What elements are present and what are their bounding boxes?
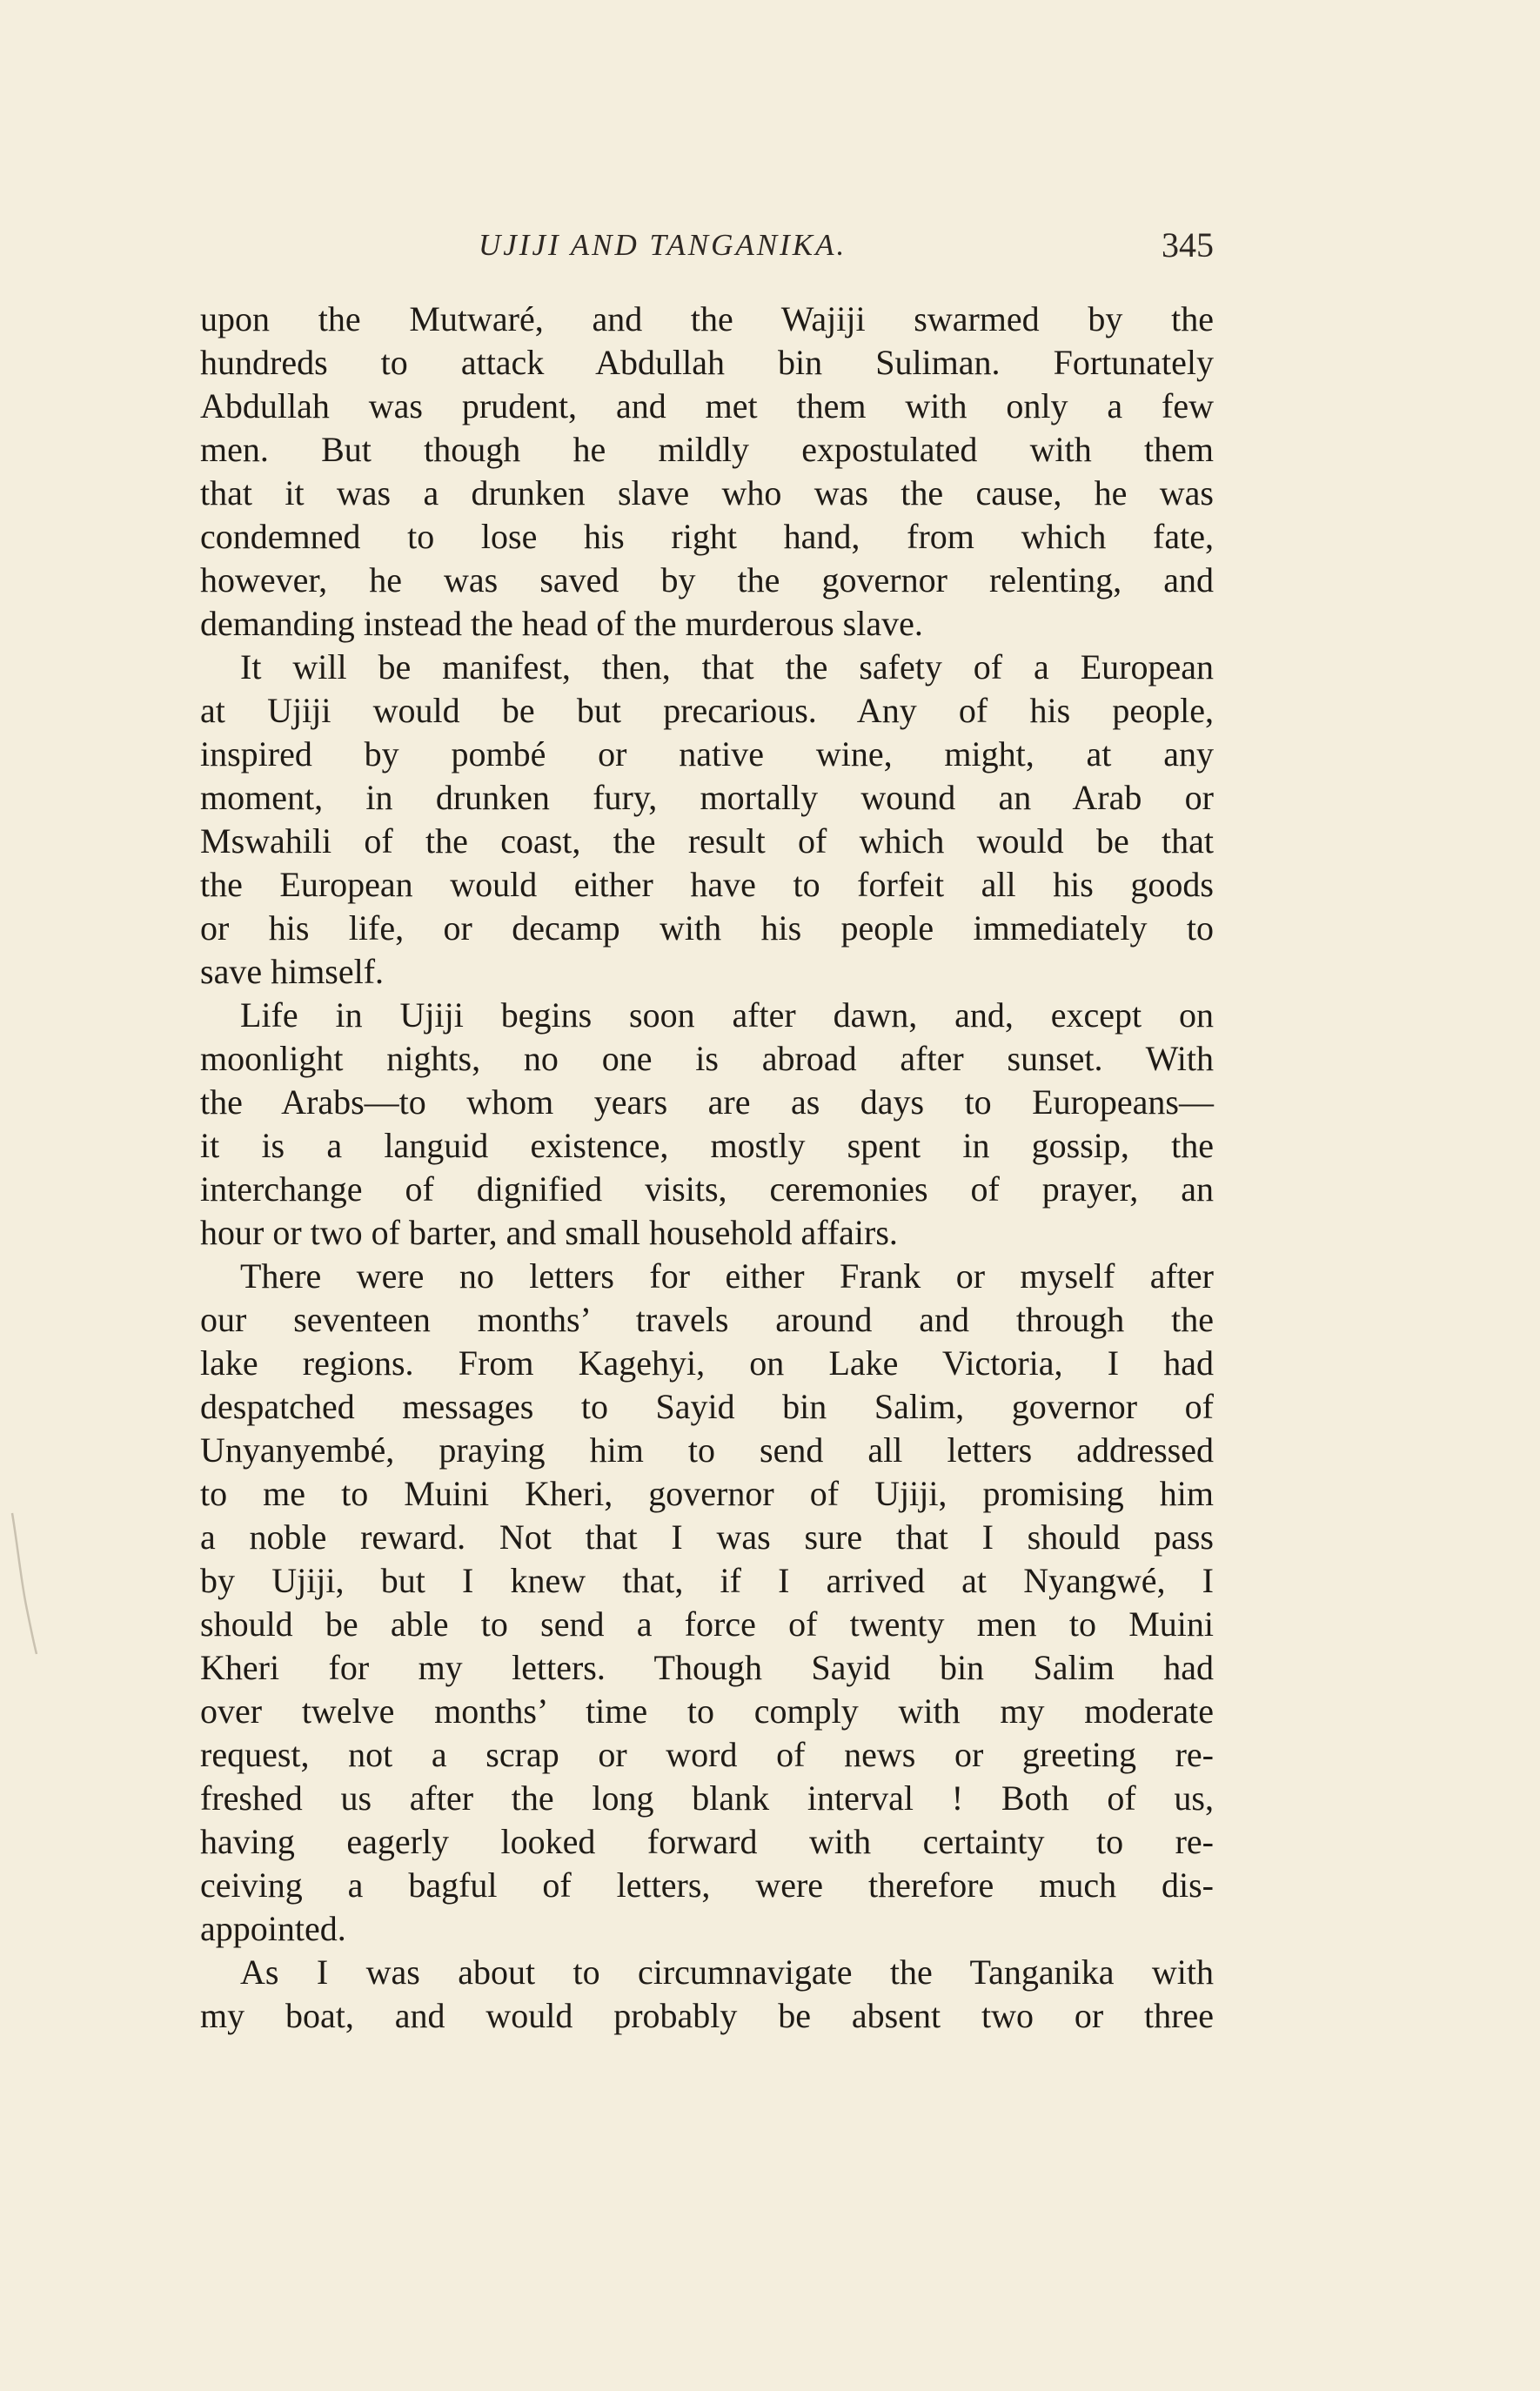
text-line: It will be manifest, then, that the safety of a European <box>240 647 1214 686</box>
text-line: despatched messages to Sayid bin Salim, governor of <box>200 1387 1214 1426</box>
page-number: 345 <box>1162 225 1214 265</box>
text-line: save himself. <box>200 952 385 991</box>
text-line: condemned to lose his right hand, from which fate, <box>200 517 1214 556</box>
text-line: ceiving a bagful of letters, were therefore much dis- <box>200 1865 1214 1905</box>
text-line: freshed us after the long blank interval ! Both of us, <box>200 1778 1214 1818</box>
text-line: Abdullah was prudent, and met them with only a few <box>200 386 1214 425</box>
text-line: demanding instead the head of the murderous slave. <box>200 604 923 643</box>
text-line: however, he was saved by the governor relenting, and <box>200 560 1214 599</box>
text-line: appointed. <box>200 1909 346 1948</box>
text-line: hundreds to attack Abdullah bin Suliman. Fortunately <box>200 343 1214 382</box>
page-header <box>200 219 1214 271</box>
text-line: Mswahili of the coast, the result of which would be that <box>200 821 1214 861</box>
margin-pencil-mark <box>9 1510 40 1658</box>
text-line: moment, in drunken fury, mortally wound an Arab or <box>200 778 1214 817</box>
text-line: interchange of dignified visits, ceremonies of prayer, an <box>200 1169 1214 1209</box>
text-line: our seventeen months’ travels around and through the <box>200 1300 1214 1339</box>
text-line: a noble reward. Not that I was sure that I should pass <box>200 1517 1214 1557</box>
text-line: men. But though he mildly expostulated with them <box>200 430 1214 469</box>
text-line: Life in Ujiji begins soon after dawn, and, except on <box>240 995 1214 1035</box>
text-line: upon the Mutwaré, and the Wajiji swarmed by the <box>200 299 1214 338</box>
text-line: that it was a drunken slave who was the cause, he was <box>200 473 1214 512</box>
text-line: the Arabs—to whom years are as days to Europeans— <box>200 1082 1214 1122</box>
text-line: moonlight nights, no one is abroad after sunset. With <box>200 1039 1214 1078</box>
text-line: lake regions. From Kagehyi, on Lake Victoria, I had <box>200 1343 1214 1383</box>
text-line: As I was about to circumnavigate the Tanganika with <box>240 1952 1214 1992</box>
text-line: Kheri for my letters. Though Sayid bin Salim had <box>200 1648 1214 1687</box>
text-line: having eagerly looked forward with certainty to re- <box>200 1822 1214 1861</box>
text-line: over twelve months’ time to comply with my moderate <box>200 1691 1214 1731</box>
text-line: There were no letters for either Frank or myself after <box>240 1256 1214 1296</box>
text-line: my boat, and would probably be absent two or three <box>200 1996 1214 2035</box>
text-line: to me to Muini Kheri, governor of Ujiji, promising him <box>200 1474 1214 1513</box>
text-line: should be able to send a force of twenty men to Muini <box>200 1604 1214 1644</box>
text-line: or his life, or decamp with his people immediately to <box>200 908 1214 948</box>
text-line: Unyanyembé, praying him to send all letters addressed <box>200 1430 1214 1470</box>
running-title: UJIJI AND TANGANIKA. <box>479 228 847 262</box>
text-line: by Ujiji, but I knew that, if I arrived at Nyangwé, I <box>200 1561 1214 1600</box>
text-line: the European would either have to forfeit all his goods <box>200 865 1214 904</box>
text-line: request, not a scrap or word of news or greeting re- <box>200 1735 1214 1774</box>
text-line: hour or two of barter, and small household affairs. <box>200 1213 898 1252</box>
text-line: it is a languid existence, mostly spent in gossip, the <box>200 1126 1214 1165</box>
body-text <box>200 298 1214 2038</box>
text-line: at Ujiji would be but precarious. Any of his people, <box>200 691 1214 730</box>
text-line: inspired by pombé or native wine, might, at any <box>200 734 1214 774</box>
